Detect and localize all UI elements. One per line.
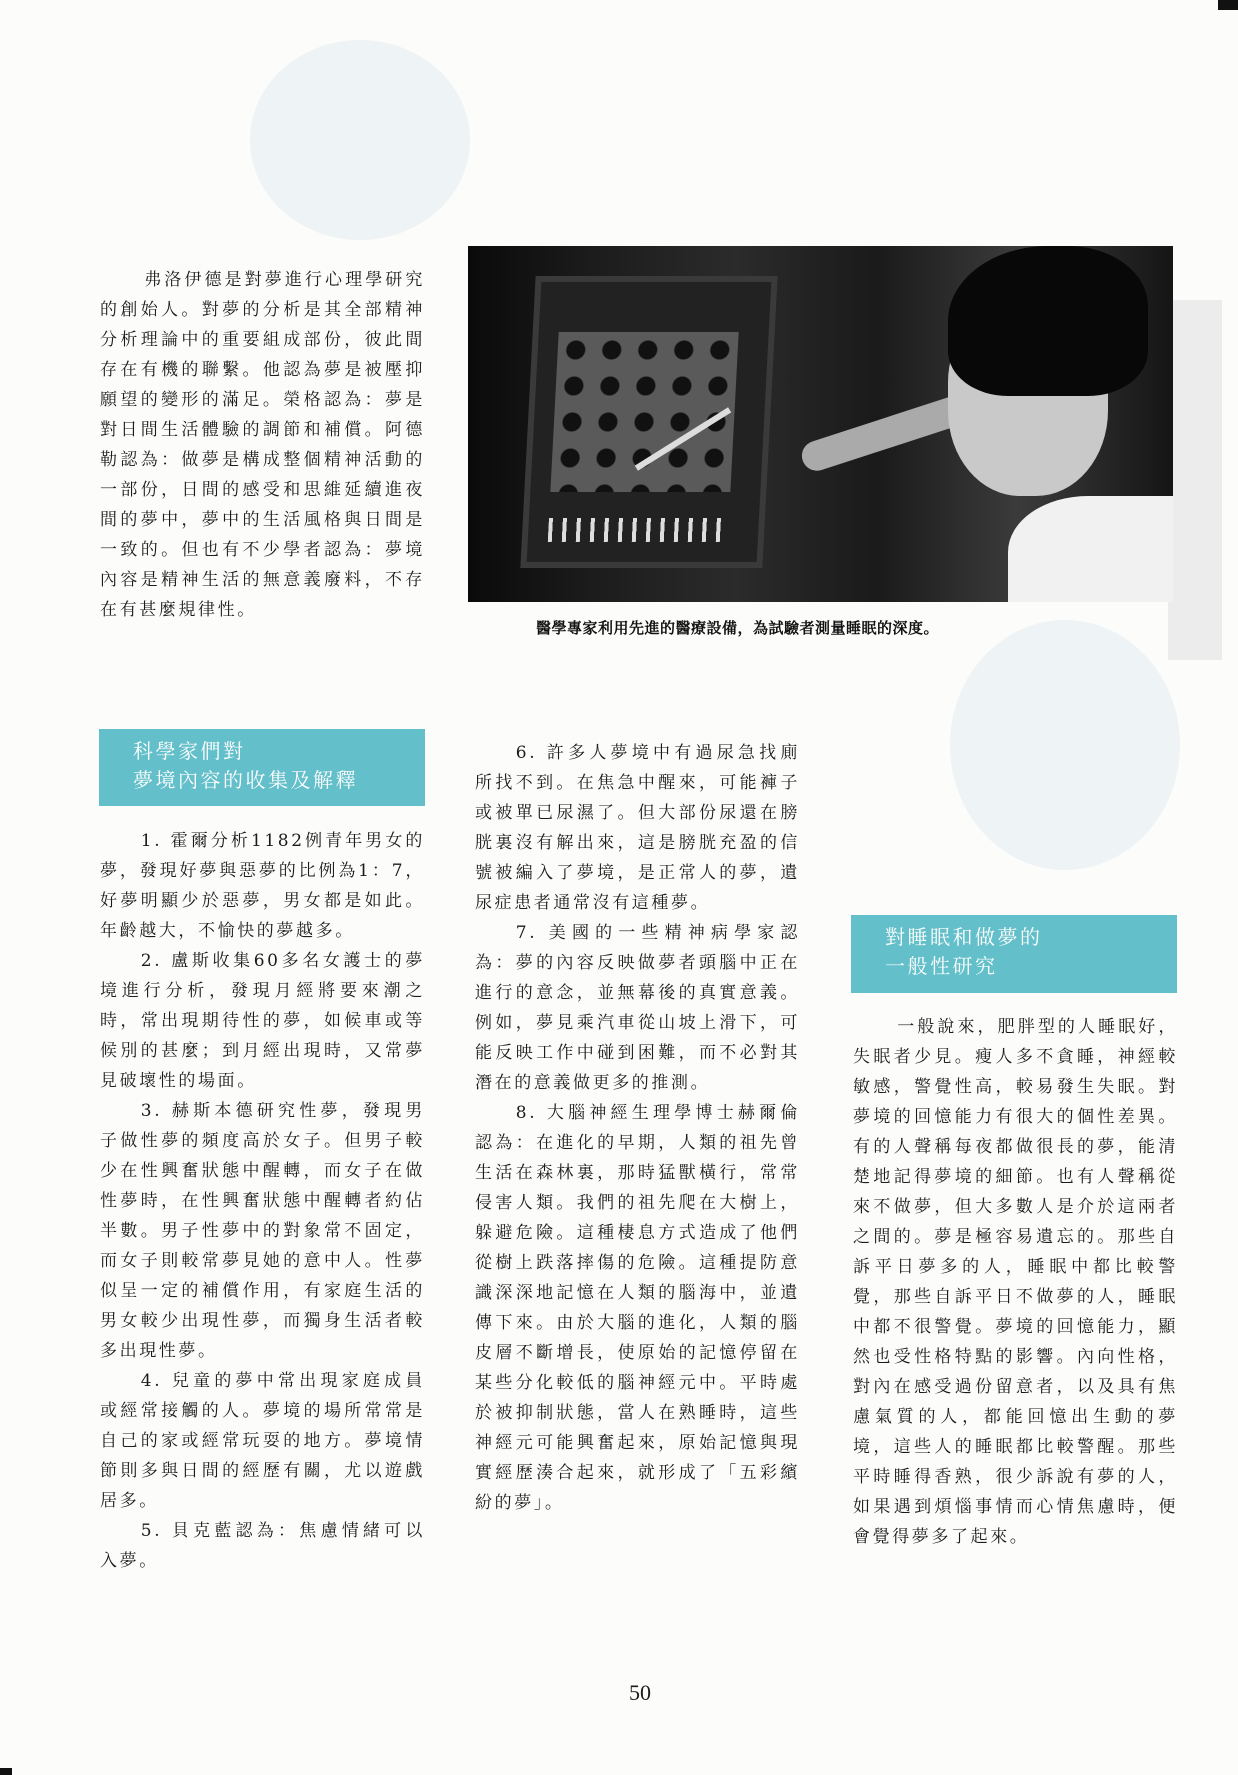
faint-background-decoration — [950, 620, 1180, 870]
photo-monitor — [520, 276, 777, 568]
photo-shirt — [1008, 496, 1173, 602]
list-item: 2. 盧斯收集60多名女護士的夢境進行分析，發現月經將要來潮之時，常出現期待性的夢，如候車或等候別的甚麼；到月經出現時，又常夢見破壞性的場面。 — [100, 951, 425, 1091]
section2-heading — [851, 915, 1177, 993]
bottom-mark — [0, 1768, 12, 1775]
list-item: 4. 兒童的夢中常出現家庭成員或經常接觸的人。夢境的場所常常是自己的家或經常玩耍的地方。夢境情節則多與日間的經歷有關，尤以遊戲居多。 — [100, 1371, 425, 1511]
section2-paragraph: 一般說來，肥胖型的人睡眠好，失眠者少見。瘦人多不貪睡，神經較敏感，警覺性高，較易發生失眠。對夢境的回憶能力有很大的個性差異。有的人聲稱每夜都做很長的夢，能清楚地記得夢境的細節。也有人聲稱從來不做夢，但大多數人是介於這兩者之間的。夢是極容易遺忘的。那些自訴平日夢多的人，睡眠中都比較警覺，那些自訴平日不做夢的人，睡眠中都不很警覺。夢境的回憶能力，顯然也受性格特點的影響。內向性格，對內在感受過份留意者，以及具有焦慮氣質的人，都能回憶出生動的夢境，這些人的睡眠都比較警醒。那些平時睡得香熟，很少訴說有夢的人，如果遇到煩惱事情而心情焦慮時，便會覺得夢多了起來。 — [853, 1017, 1178, 1547]
photo-dream-research — [468, 246, 1173, 602]
corner-mark — [1218, 0, 1238, 10]
section2-column-right — [853, 1012, 1178, 1552]
list-item: 7. 美國的一些精神病學家認為：夢的內容反映做夢者頭腦中正在進行的意念，並無幕後的真實意義。例如，夢見乘汽車從山坡上滑下，可能反映工作中碰到困難，而不必對其潛在的意義做更多的推測。 — [475, 923, 800, 1093]
photo-caption: 醫學專家利用先進的醫療設備，為試驗者測量睡眠的深度。 — [536, 619, 940, 637]
list-item: 6. 許多人夢境中有過尿急找廁所找不到。在焦急中醒來，可能褲子或被單已尿濕了。但大部份尿還在膀胱裏沒有解出來，這是膀胱充盈的信號被編入了夢境，是正常人的夢，遺尿症患者通常沒有這種夢。 — [475, 743, 800, 913]
intro-paragraph: 弗洛伊德是對夢進行心理學研究的創始人。對夢的分析是其全部精神分析理論中的重要組成部份，彼此間存在有機的聯繫。他認為夢是被壓抑願望的變形的滿足。榮格認為：夢是對日間生活體驗的調節和補償。阿德勒認為：做夢是構成整個精神活動的一部份，日間的感受和思維延續進夜間的夢中，夢中的生活風格與日間是一致的。但也有不少學者認為：夢境內容是精神生活的無意義廢料，不存在有甚麼規律性。 — [100, 270, 425, 620]
section1-heading — [99, 729, 425, 806]
section1-column-middle — [475, 738, 800, 1518]
gray-side-panel — [1168, 300, 1222, 660]
section1-column-left — [100, 826, 425, 1576]
list-item: 3. 赫斯本德研究性夢，發現男子做性夢的頻度高於女子。但男子較少在性興奮狀態中醒轉，而女子在做性夢時，在性興奮狀態中醒轉者約佔半數。男子性夢中的對象常不固定，而女子則較常夢見她的意中人。性夢似呈一定的補償作用，有家庭生活的男女較少出現性夢，而獨身生活者較多出現性夢。 — [100, 1101, 425, 1361]
intro-column — [100, 265, 425, 625]
list-item: 5. 貝克藍認為：焦慮情緒可以入夢。 — [100, 1521, 425, 1571]
section2-heading-line1: 對睡眠和做夢的 — [885, 925, 1043, 949]
photo-monitor-dial — [548, 518, 729, 542]
list-item: 8. 大腦神經生理學博士赫爾倫認為：在進化的早期，人類的祖先曾生活在森林裏，那時猛獸橫行，常常侵害人類。我們的祖先爬在大樹上，躲避危險。這種棲息方式造成了他們從樹上跌落摔傷的危險。這種提防意識深深地記憶在人類的腦海中，並遺傳下來。由於大腦的進化，人類的腦皮層不斷增長，使原始的記憶停留在某些分化較低的腦神經元中。平時處於被抑制狀態，當人在熟睡時，這些神經元可能興奮起來，原始記憶與現實經歷湊合起來，就形成了「五彩繽紛的夢」。 — [475, 1103, 800, 1513]
photo-hair — [948, 246, 1148, 396]
faint-background-decoration — [250, 40, 470, 240]
photo-monitor-screen — [550, 332, 738, 492]
list-item: 1. 霍爾分析1182例青年男女的夢，發現好夢與惡夢的比例為1：7，好夢明顯少於惡夢，男女都是如此。年齡越大，不愉快的夢越多。 — [100, 831, 425, 941]
section1-heading-line2: 夢境內容的收集及解釋 — [133, 768, 358, 792]
page-number: 50 — [629, 1680, 651, 1705]
section1-heading-line1: 科學家們對 — [133, 739, 246, 763]
section2-heading-line2: 一般性研究 — [885, 954, 998, 978]
